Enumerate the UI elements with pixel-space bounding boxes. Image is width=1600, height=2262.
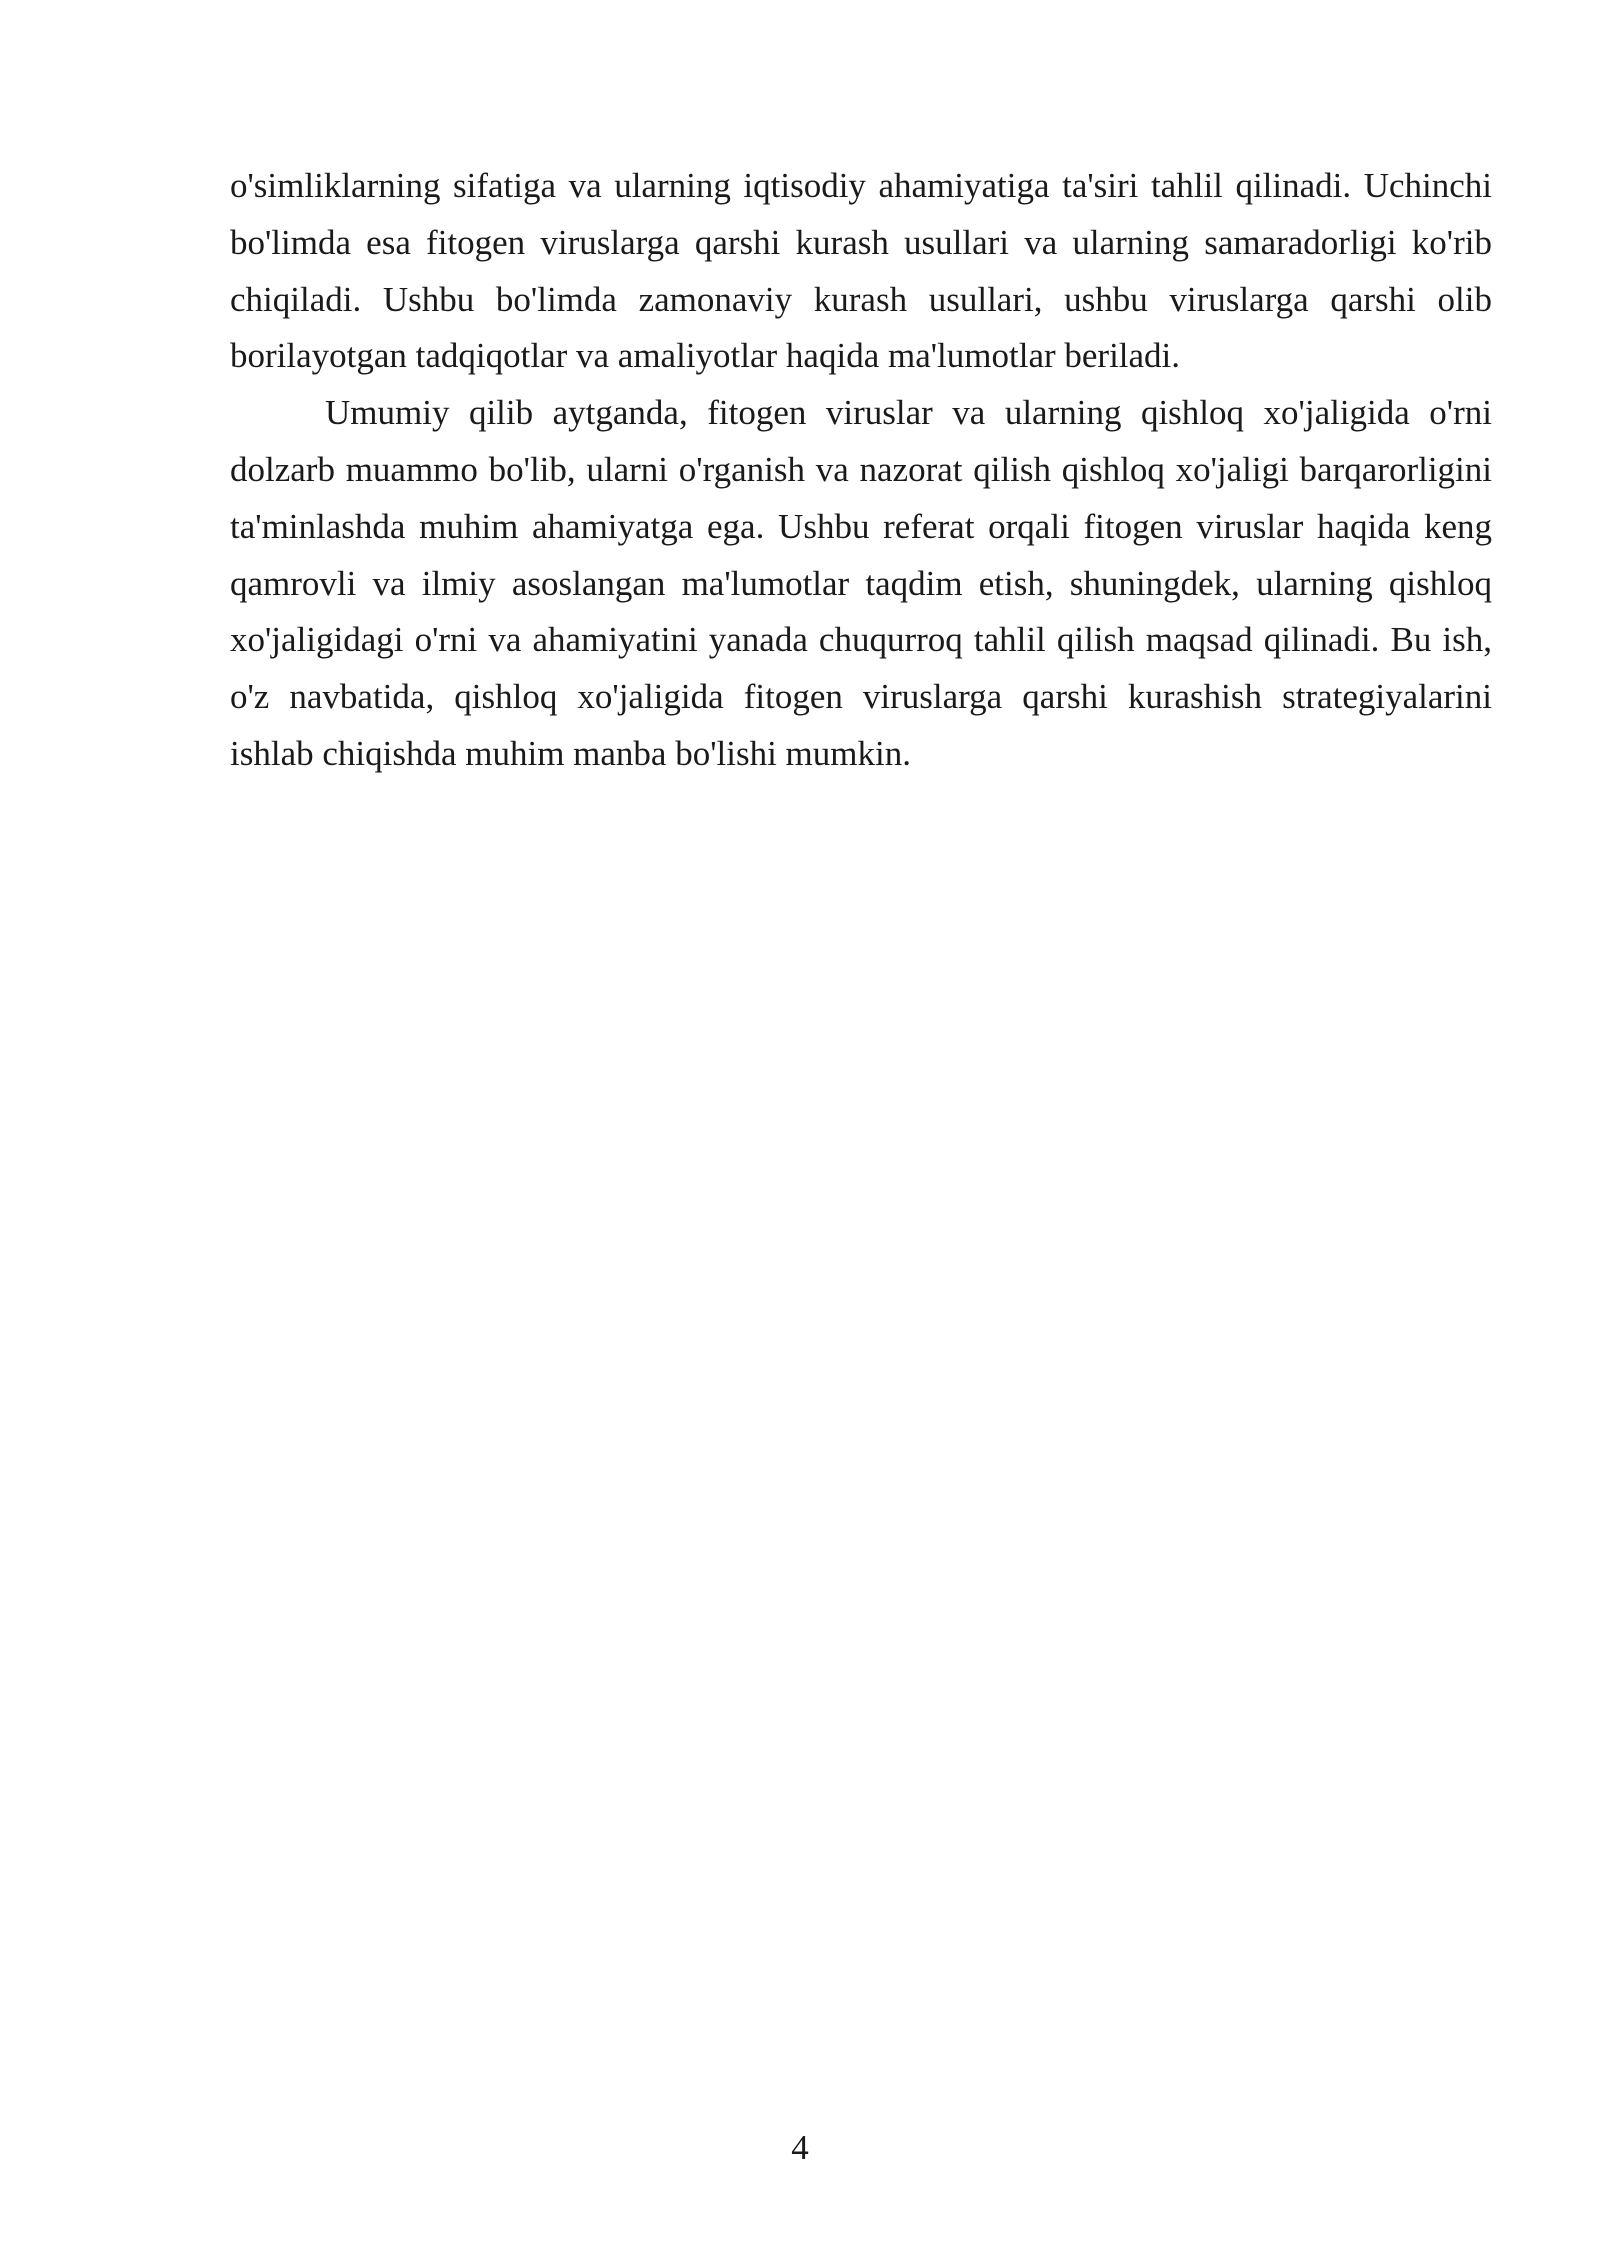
page-number: 4: [791, 2128, 809, 2167]
paragraph-continuation: o'simliklarning sifatiga va ularning iqtisodiy ahamiyatiga ta'siri tahlil qilinadi. Uchinchi bo'limda esa fitogen viruslarga qarshi kurash usullari va ularning samaradorligi ko'rib chiqiladi. Ushbu bo'limda zamonaviy kurash usullari, ushbu viruslarga qarshi olib borilayotgan tadqiqotlar va amaliyotlar haqida ma'lumotlar beriladi.: [230, 166, 1492, 376]
page-body: [230, 158, 1492, 783]
paragraph-summary: Umumiy qilib aytganda, fitogen viruslar va ularning qishloq xo'jaligida o'rni dolzarb muammo bo'lib, ularni o'rganish va nazorat qilish qishloq xo'jaligi barqarorligini ta'minlashda muhim ahamiyatga ega. Ushbu referat orqali fitogen viruslar haqida keng qamrovli va ilmiy asoslangan ma'lumotlar taqdim etish, shuningdek, ularning qishloq xo'jaligidagi o'rni va ahamiyatini yanada chuqurroq tahlil qilish maqsad qilinadi. Bu ish, o'z navbatida, qishloq xo'jaligida fitogen viruslarga qarshi kurashish strategiyalarini ishlab chiqishda muhim manba bo'lishi mumkin.: [230, 393, 1492, 773]
